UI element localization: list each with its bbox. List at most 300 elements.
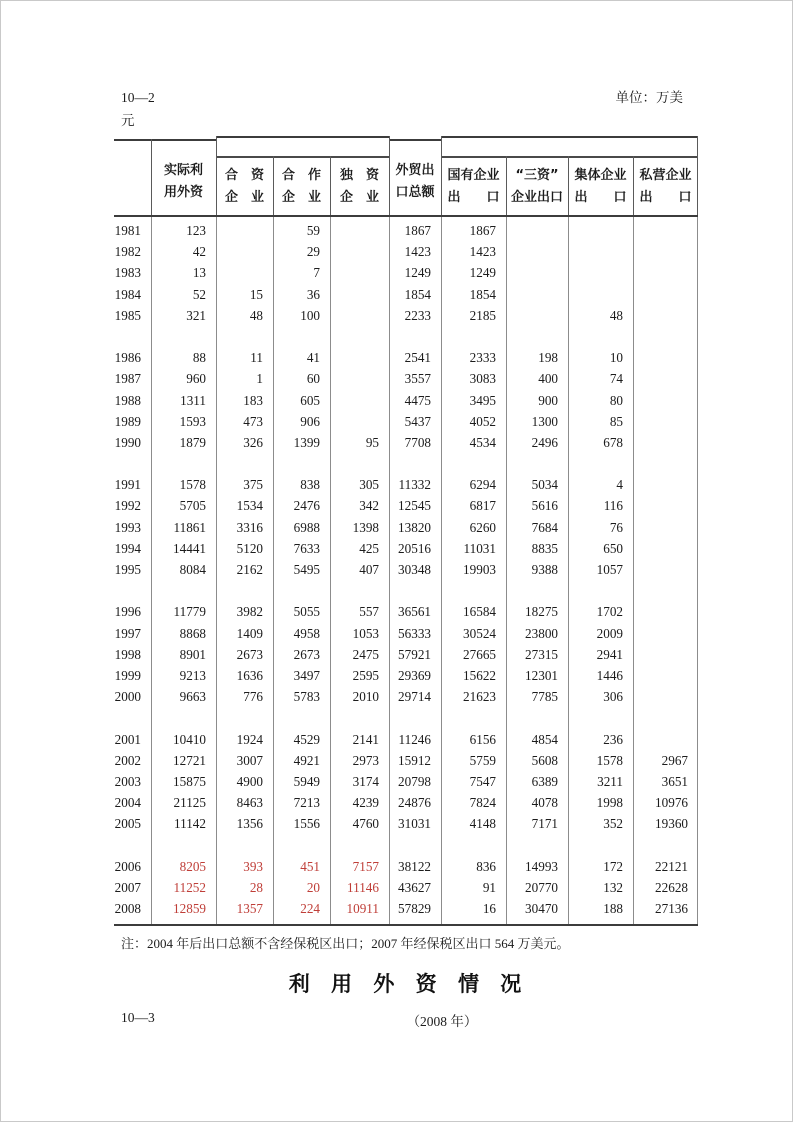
table-row bbox=[114, 284, 698, 305]
value-cell: 5705 bbox=[179, 498, 206, 514]
value-cell bbox=[633, 517, 698, 538]
table-row bbox=[114, 729, 698, 750]
year-cell: 1986 bbox=[114, 350, 141, 366]
year-cell: 2000 bbox=[114, 689, 141, 705]
value-cell: 5616 bbox=[531, 498, 558, 514]
value-cell bbox=[633, 220, 698, 241]
table-row bbox=[114, 411, 698, 432]
year-cell: 1997 bbox=[114, 625, 141, 641]
value-cell: 188 bbox=[603, 901, 623, 916]
value-cell: 2010 bbox=[352, 689, 379, 705]
value-cell: 4760 bbox=[352, 816, 379, 832]
value-cell: 7785 bbox=[531, 689, 558, 705]
value-cell bbox=[330, 241, 389, 262]
year-cell: 1992 bbox=[114, 498, 141, 514]
table-body bbox=[114, 217, 698, 924]
value-cell bbox=[330, 411, 389, 432]
value-cell: 4529 bbox=[293, 731, 320, 747]
value-cell: 22628 bbox=[655, 879, 688, 895]
year-cell: 2005 bbox=[114, 816, 141, 832]
value-cell: 2162 bbox=[236, 562, 263, 577]
table-row bbox=[114, 474, 698, 495]
year-cell: 2007 bbox=[114, 879, 141, 895]
value-cell: 8901 bbox=[179, 646, 206, 662]
table-row bbox=[114, 623, 698, 644]
value-cell: 12721 bbox=[173, 752, 206, 768]
year-cell: 1990 bbox=[114, 434, 141, 450]
value-cell: 6988 bbox=[293, 519, 320, 535]
value-cell: 11252 bbox=[173, 879, 206, 895]
table-note: 注：2004 年后出口总额不含经保税区出口；2007 年经保税区出口 564 万美元。 bbox=[121, 936, 570, 952]
next-table-meta bbox=[114, 1010, 696, 1028]
header-private-export: 私营企业 出 口 bbox=[639, 168, 692, 205]
header-collective-export: 集体企业 出 口 bbox=[574, 168, 627, 205]
value-cell: 1357 bbox=[236, 901, 263, 916]
value-cell: 6817 bbox=[469, 498, 496, 514]
value-cell: 352 bbox=[603, 816, 623, 832]
value-cell: 1854 bbox=[404, 286, 431, 302]
value-cell bbox=[568, 262, 633, 283]
value-cell: 11246 bbox=[398, 731, 431, 747]
row-group-gap bbox=[114, 580, 698, 601]
value-cell bbox=[330, 347, 389, 368]
value-cell: 5759 bbox=[469, 752, 496, 768]
value-cell: 4239 bbox=[352, 795, 379, 811]
column-divider-line bbox=[633, 217, 634, 924]
value-cell bbox=[568, 220, 633, 241]
value-cell: 48 bbox=[609, 307, 623, 323]
table-row bbox=[114, 750, 698, 771]
value-cell: 605 bbox=[300, 392, 320, 408]
value-cell: 14993 bbox=[525, 858, 558, 874]
value-cell: 1879 bbox=[179, 434, 206, 450]
value-cell: 30470 bbox=[525, 901, 558, 916]
value-cell: 7547 bbox=[469, 773, 496, 789]
value-cell: 8205 bbox=[179, 858, 206, 874]
value-cell: 88 bbox=[192, 350, 206, 366]
value-cell bbox=[216, 241, 273, 262]
year-cell: 1993 bbox=[114, 519, 141, 535]
value-cell: 473 bbox=[243, 413, 263, 429]
value-cell: 678 bbox=[603, 434, 623, 450]
value-cell: 1593 bbox=[179, 413, 206, 429]
value-cell bbox=[633, 284, 698, 305]
value-cell: 3557 bbox=[404, 371, 431, 387]
table-row bbox=[114, 665, 698, 686]
value-cell: 2541 bbox=[404, 350, 431, 366]
value-cell: 95 bbox=[365, 434, 379, 450]
year-cell: 1998 bbox=[114, 646, 141, 662]
value-cell: 4958 bbox=[293, 625, 320, 641]
value-cell: 15875 bbox=[173, 773, 206, 789]
value-cell: 11 bbox=[250, 350, 263, 366]
value-cell: 42 bbox=[192, 244, 206, 260]
value-cell: 41 bbox=[306, 350, 320, 366]
value-cell: 1249 bbox=[469, 265, 496, 281]
value-cell: 5437 bbox=[404, 413, 431, 429]
rule-vertical bbox=[389, 136, 390, 217]
value-cell: 172 bbox=[603, 858, 623, 874]
value-cell: 7157 bbox=[352, 858, 379, 874]
value-cell: 305 bbox=[359, 477, 379, 493]
value-cell: 451 bbox=[300, 858, 320, 874]
header-joint-venture: 合 资 企 业 bbox=[224, 168, 264, 205]
table-row bbox=[114, 601, 698, 622]
value-cell: 375 bbox=[243, 477, 263, 493]
rule-vertical bbox=[441, 136, 442, 217]
value-cell: 11031 bbox=[463, 540, 496, 556]
year-cell: 1999 bbox=[114, 667, 141, 683]
value-cell: 13820 bbox=[398, 519, 431, 535]
value-cell: 4534 bbox=[469, 434, 496, 450]
rule-vertical bbox=[216, 136, 217, 217]
value-cell: 91 bbox=[482, 879, 496, 895]
table-row bbox=[114, 686, 698, 707]
value-cell: 776 bbox=[243, 689, 263, 705]
value-cell: 3495 bbox=[469, 392, 496, 408]
rule-bracket-invest bbox=[216, 136, 389, 138]
value-cell bbox=[633, 390, 698, 411]
value-cell: 2233 bbox=[404, 307, 431, 323]
table-row bbox=[114, 559, 698, 580]
value-cell bbox=[568, 284, 633, 305]
table-row bbox=[114, 262, 698, 283]
value-cell: 2333 bbox=[469, 350, 496, 366]
value-cell bbox=[330, 305, 389, 326]
table-row bbox=[114, 813, 698, 834]
value-cell: 2595 bbox=[352, 667, 379, 683]
value-cell bbox=[633, 644, 698, 665]
value-cell bbox=[633, 411, 698, 432]
value-cell: 59 bbox=[306, 223, 320, 238]
value-cell: 1057 bbox=[596, 562, 623, 577]
header-sanzi-export: “三资” 企业出口 bbox=[510, 168, 563, 205]
value-cell: 425 bbox=[359, 540, 379, 556]
value-cell bbox=[633, 495, 698, 516]
year-cell: 2001 bbox=[114, 731, 141, 747]
rule-vertical bbox=[568, 156, 569, 217]
value-cell: 6156 bbox=[469, 731, 496, 747]
value-cell: 1423 bbox=[404, 244, 431, 260]
year-cell: 1991 bbox=[114, 477, 141, 493]
rule-vertical bbox=[151, 139, 152, 217]
year-cell: 1981 bbox=[114, 223, 141, 238]
rule-vertical bbox=[633, 156, 634, 217]
value-cell: 11861 bbox=[173, 519, 206, 535]
row-group-gap bbox=[114, 453, 698, 474]
value-cell: 27136 bbox=[655, 901, 688, 916]
rule-table-bottom bbox=[114, 924, 698, 926]
value-cell: 557 bbox=[359, 604, 379, 620]
value-cell: 1578 bbox=[596, 752, 623, 768]
value-cell: 342 bbox=[359, 498, 379, 514]
value-cell: 2475 bbox=[352, 646, 379, 662]
table-row bbox=[114, 305, 698, 326]
value-cell: 3083 bbox=[469, 371, 496, 387]
table-row bbox=[114, 517, 698, 538]
value-cell: 4078 bbox=[531, 795, 558, 811]
value-cell: 906 bbox=[300, 413, 320, 429]
value-cell: 4 bbox=[616, 477, 623, 493]
table-row bbox=[114, 390, 698, 411]
value-cell: 10410 bbox=[173, 731, 206, 747]
value-cell: 8868 bbox=[179, 625, 206, 641]
column-divider-line bbox=[506, 217, 507, 924]
value-cell: 6260 bbox=[469, 519, 496, 535]
value-cell: 1399 bbox=[293, 434, 320, 450]
unit-label-wrap: 元 bbox=[121, 113, 135, 128]
column-divider-line bbox=[441, 217, 442, 924]
value-cell: 12545 bbox=[398, 498, 431, 514]
value-cell bbox=[330, 390, 389, 411]
value-cell bbox=[506, 220, 568, 241]
value-cell: 183 bbox=[243, 392, 263, 408]
value-cell: 29714 bbox=[398, 689, 431, 705]
value-cell: 11142 bbox=[174, 816, 206, 832]
value-cell: 1534 bbox=[236, 498, 263, 514]
column-divider-line bbox=[568, 217, 569, 924]
table-row bbox=[114, 771, 698, 792]
value-cell: 29 bbox=[306, 244, 320, 260]
value-cell: 76 bbox=[609, 519, 623, 535]
year-cell: 2002 bbox=[114, 752, 141, 768]
value-cell bbox=[633, 368, 698, 389]
value-cell: 18275 bbox=[525, 604, 558, 620]
value-cell: 12859 bbox=[173, 901, 206, 916]
year-cell: 1984 bbox=[114, 286, 141, 302]
table-header bbox=[114, 136, 698, 217]
value-cell: 3651 bbox=[661, 773, 688, 789]
value-cell: 400 bbox=[538, 371, 558, 387]
value-cell: 19360 bbox=[655, 816, 688, 832]
value-cell: 19903 bbox=[463, 562, 496, 577]
value-cell bbox=[330, 262, 389, 283]
header-actual-capital: 实际利 用外资 bbox=[163, 163, 203, 200]
year-cell: 1995 bbox=[114, 562, 141, 577]
value-cell: 10 bbox=[609, 350, 623, 366]
rule-top-left bbox=[114, 139, 216, 141]
table-row bbox=[114, 495, 698, 516]
rule-bracket-export bbox=[441, 136, 698, 138]
value-cell: 5783 bbox=[293, 689, 320, 705]
value-cell: 7633 bbox=[293, 540, 320, 556]
value-cell: 100 bbox=[300, 307, 320, 323]
value-cell: 1867 bbox=[469, 223, 496, 238]
value-cell: 1924 bbox=[236, 731, 263, 747]
value-cell bbox=[633, 432, 698, 453]
value-cell bbox=[506, 284, 568, 305]
table-row bbox=[114, 368, 698, 389]
statistics-table bbox=[114, 136, 698, 926]
value-cell: 23800 bbox=[525, 625, 558, 641]
value-cell: 3211 bbox=[597, 773, 623, 789]
table-row bbox=[114, 792, 698, 813]
value-cell: 5034 bbox=[531, 477, 558, 493]
value-cell: 1053 bbox=[352, 625, 379, 641]
year-cell: 2008 bbox=[114, 901, 141, 916]
value-cell: 4475 bbox=[404, 392, 431, 408]
value-cell: 30348 bbox=[398, 562, 431, 577]
value-cell: 57829 bbox=[398, 901, 431, 916]
value-cell bbox=[216, 262, 273, 283]
rule-vertical bbox=[506, 156, 507, 217]
value-cell: 1409 bbox=[236, 625, 263, 641]
year-cell: 1985 bbox=[114, 307, 141, 323]
value-cell: 36561 bbox=[398, 604, 431, 620]
value-cell bbox=[633, 538, 698, 559]
value-cell: 236 bbox=[603, 731, 623, 747]
value-cell: 8084 bbox=[179, 562, 206, 577]
header-year-column bbox=[114, 136, 151, 217]
value-cell bbox=[330, 284, 389, 305]
value-cell: 5949 bbox=[293, 773, 320, 789]
value-cell: 57921 bbox=[398, 646, 431, 662]
unit-label: 单位：万美 bbox=[615, 90, 683, 105]
year-cell: 1983 bbox=[114, 265, 141, 281]
value-cell bbox=[633, 665, 698, 686]
value-cell: 15622 bbox=[463, 667, 496, 683]
value-cell: 29369 bbox=[398, 667, 431, 683]
value-cell: 56333 bbox=[398, 625, 431, 641]
value-cell: 27315 bbox=[525, 646, 558, 662]
value-cell: 3174 bbox=[352, 773, 379, 789]
value-cell: 11332 bbox=[398, 477, 431, 493]
next-table-year: （2008 年） bbox=[406, 1014, 478, 1030]
value-cell bbox=[633, 305, 698, 326]
next-table-number: 10—3 bbox=[121, 1010, 155, 1026]
value-cell: 838 bbox=[300, 477, 320, 493]
value-cell bbox=[633, 559, 698, 580]
value-cell: 10976 bbox=[655, 795, 688, 811]
header-wholly-foreign: 独 资 企 业 bbox=[339, 168, 379, 205]
value-cell bbox=[568, 241, 633, 262]
value-cell: 7213 bbox=[293, 795, 320, 811]
value-cell: 74 bbox=[609, 371, 623, 387]
value-cell: 27665 bbox=[463, 646, 496, 662]
value-cell: 3497 bbox=[293, 667, 320, 683]
value-cell bbox=[506, 262, 568, 283]
rule-vertical bbox=[330, 156, 331, 217]
column-divider-line bbox=[216, 217, 217, 924]
row-group-gap bbox=[114, 707, 698, 728]
value-cell: 1854 bbox=[469, 286, 496, 302]
value-cell: 407 bbox=[359, 562, 379, 577]
value-cell: 8835 bbox=[531, 540, 558, 556]
value-cell: 1556 bbox=[293, 816, 320, 832]
value-cell: 3316 bbox=[236, 519, 263, 535]
value-cell: 20770 bbox=[525, 879, 558, 895]
value-cell: 21125 bbox=[173, 795, 206, 811]
value-cell: 80 bbox=[609, 392, 623, 408]
value-cell: 20 bbox=[306, 879, 320, 895]
header-cooperative: 合 作 企 业 bbox=[281, 168, 321, 205]
value-cell: 7 bbox=[313, 265, 320, 281]
value-cell: 1 bbox=[256, 371, 263, 387]
value-cell: 2673 bbox=[236, 646, 263, 662]
year-cell: 2003 bbox=[114, 773, 141, 789]
value-cell: 30524 bbox=[463, 625, 496, 641]
value-cell bbox=[216, 220, 273, 241]
value-cell: 650 bbox=[603, 540, 623, 556]
table-row bbox=[114, 241, 698, 262]
value-cell: 306 bbox=[603, 689, 623, 705]
year-cell: 1989 bbox=[114, 413, 141, 429]
value-cell bbox=[633, 623, 698, 644]
value-cell: 11146 bbox=[347, 879, 379, 895]
header-export-total: 外贸出 口总额 bbox=[395, 163, 435, 200]
value-cell: 2009 bbox=[596, 625, 623, 641]
value-cell: 2967 bbox=[661, 752, 688, 768]
value-cell: 116 bbox=[603, 498, 623, 514]
value-cell: 1867 bbox=[404, 223, 431, 238]
value-cell: 52 bbox=[192, 286, 206, 302]
value-cell: 4921 bbox=[293, 752, 320, 768]
row-group-gap bbox=[114, 834, 698, 855]
column-divider-line bbox=[389, 217, 390, 924]
value-cell bbox=[330, 368, 389, 389]
value-cell: 3982 bbox=[236, 604, 263, 620]
value-cell: 321 bbox=[186, 307, 206, 323]
value-cell: 14441 bbox=[173, 540, 206, 556]
table-row bbox=[114, 877, 698, 898]
value-cell: 15 bbox=[249, 286, 263, 302]
value-cell: 123 bbox=[186, 223, 206, 238]
value-cell: 20516 bbox=[398, 540, 431, 556]
value-cell: 1446 bbox=[596, 667, 623, 683]
value-cell: 2973 bbox=[352, 752, 379, 768]
value-cell bbox=[633, 262, 698, 283]
value-cell: 1398 bbox=[352, 519, 379, 535]
year-cell: 1987 bbox=[114, 371, 141, 387]
value-cell: 22121 bbox=[655, 858, 688, 874]
table-row bbox=[114, 856, 698, 877]
page-meta-line bbox=[114, 90, 696, 106]
table-number: 10—2 bbox=[121, 90, 155, 105]
value-cell: 2496 bbox=[531, 434, 558, 450]
rule-top-export bbox=[389, 139, 441, 141]
value-cell: 198 bbox=[538, 350, 558, 366]
value-cell: 1636 bbox=[236, 667, 263, 683]
value-cell: 15912 bbox=[398, 752, 431, 768]
value-cell: 36 bbox=[306, 286, 320, 302]
value-cell: 85 bbox=[609, 413, 623, 429]
value-cell: 326 bbox=[243, 434, 263, 450]
value-cell: 836 bbox=[476, 858, 496, 874]
value-cell bbox=[330, 220, 389, 241]
value-cell: 224 bbox=[300, 901, 320, 916]
value-cell: 13 bbox=[192, 265, 206, 281]
value-cell: 7684 bbox=[531, 519, 558, 535]
value-cell: 1356 bbox=[236, 816, 263, 832]
value-cell: 3007 bbox=[236, 752, 263, 768]
value-cell: 5120 bbox=[236, 540, 263, 556]
value-cell bbox=[633, 474, 698, 495]
value-cell bbox=[633, 347, 698, 368]
value-cell: 1702 bbox=[596, 604, 623, 620]
value-cell: 4900 bbox=[236, 773, 263, 789]
value-cell bbox=[633, 729, 698, 750]
header-state-owned-export: 国有企业 出 口 bbox=[447, 168, 500, 205]
rule-vertical bbox=[697, 136, 698, 217]
value-cell: 16584 bbox=[463, 604, 496, 620]
value-cell: 31031 bbox=[398, 816, 431, 832]
rule-vertical bbox=[273, 156, 274, 217]
value-cell: 1311 bbox=[180, 392, 206, 408]
value-cell bbox=[506, 305, 568, 326]
value-cell: 1249 bbox=[404, 265, 431, 281]
value-cell: 1578 bbox=[179, 477, 206, 493]
value-cell: 16 bbox=[482, 901, 496, 916]
